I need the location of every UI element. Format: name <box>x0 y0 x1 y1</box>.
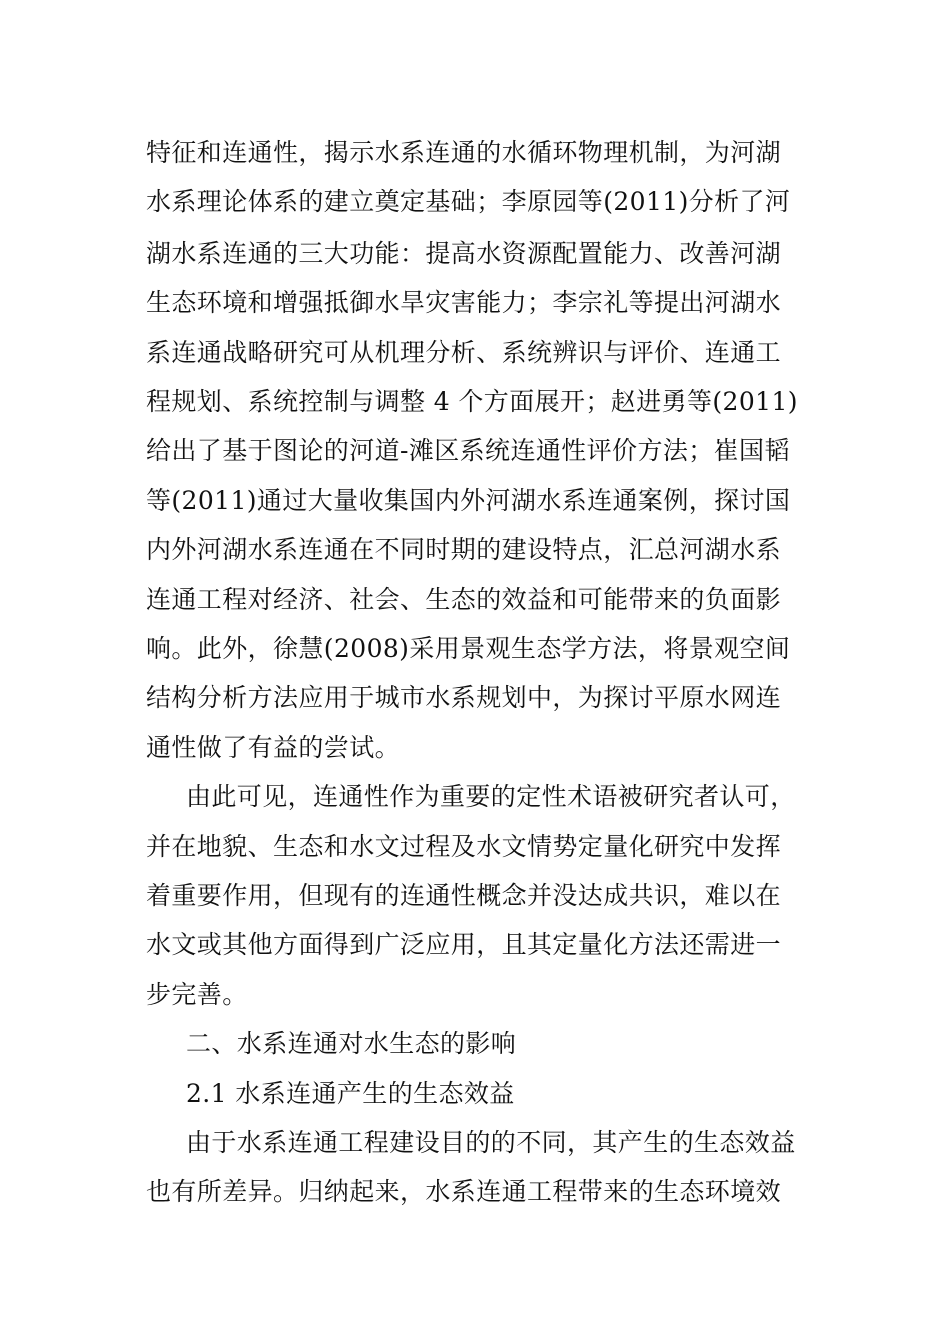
text-line: 水文或其他方面得到广泛应用，且其定量化方法还需进一 <box>146 930 782 959</box>
text-line: 内外河湖水系连通在不同时期的建设特点，汇总河湖水系 <box>146 535 782 564</box>
text-line: 并在地貌、生态和水文过程及水文情势定量化研究中发挥 <box>146 832 782 861</box>
text-line: 程规划、系统控制与调整 4 个方面展开；赵进勇等(2011) <box>146 387 798 416</box>
subsection-heading: 2.1 水系连通产生的生态效益 <box>186 1079 515 1108</box>
text-line: 水系理论体系的建立奠定基础；李原园等(2011)分析了河 <box>146 187 791 216</box>
text-line: 响。此外，徐慧(2008)采用景观生态学方法，将景观空间 <box>146 634 791 663</box>
paragraph-first-line: 由于水系连通工程建设目的的不同，其产生的生态效益 <box>186 1128 796 1157</box>
text-line: 给出了基于图论的河道-滩区系统连通性评价方法；崔国韬 <box>146 436 790 465</box>
text-line: 连通工程对经济、社会、生态的效益和可能带来的负面影 <box>146 585 782 614</box>
paragraph-first-line: 由此可见，连通性作为重要的定性术语被研究者认可， <box>186 782 796 811</box>
text-line: 湖水系连通的三大功能：提高水资源配置能力、改善河湖 <box>146 239 782 268</box>
text-line: 生态环境和增强抵御水旱灾害能力；李宗礼等提出河湖水 <box>146 288 782 317</box>
text-line: 步完善。 <box>146 980 248 1009</box>
text-line: 结构分析方法应用于城市水系规划中，为探讨平原水网连 <box>146 683 782 712</box>
text-line: 特征和连通性，揭示水系连通的水循环物理机制，为河湖 <box>146 138 782 167</box>
text-line: 系连通战略研究可从机理分析、系统辨识与评价、连通工 <box>146 338 782 367</box>
text-line: 也有所差异。归纳起来，水系连通工程带来的生态环境效 <box>146 1177 782 1206</box>
text-line: 等(2011)通过大量收集国内外河湖水系连通案例，探讨国 <box>146 486 791 515</box>
text-line: 通性做了有益的尝试。 <box>146 733 401 762</box>
text-line: 着重要作用，但现有的连通性概念并没达成共识，难以在 <box>146 881 782 910</box>
section-heading: 二、水系连通对水生态的影响 <box>186 1029 517 1058</box>
